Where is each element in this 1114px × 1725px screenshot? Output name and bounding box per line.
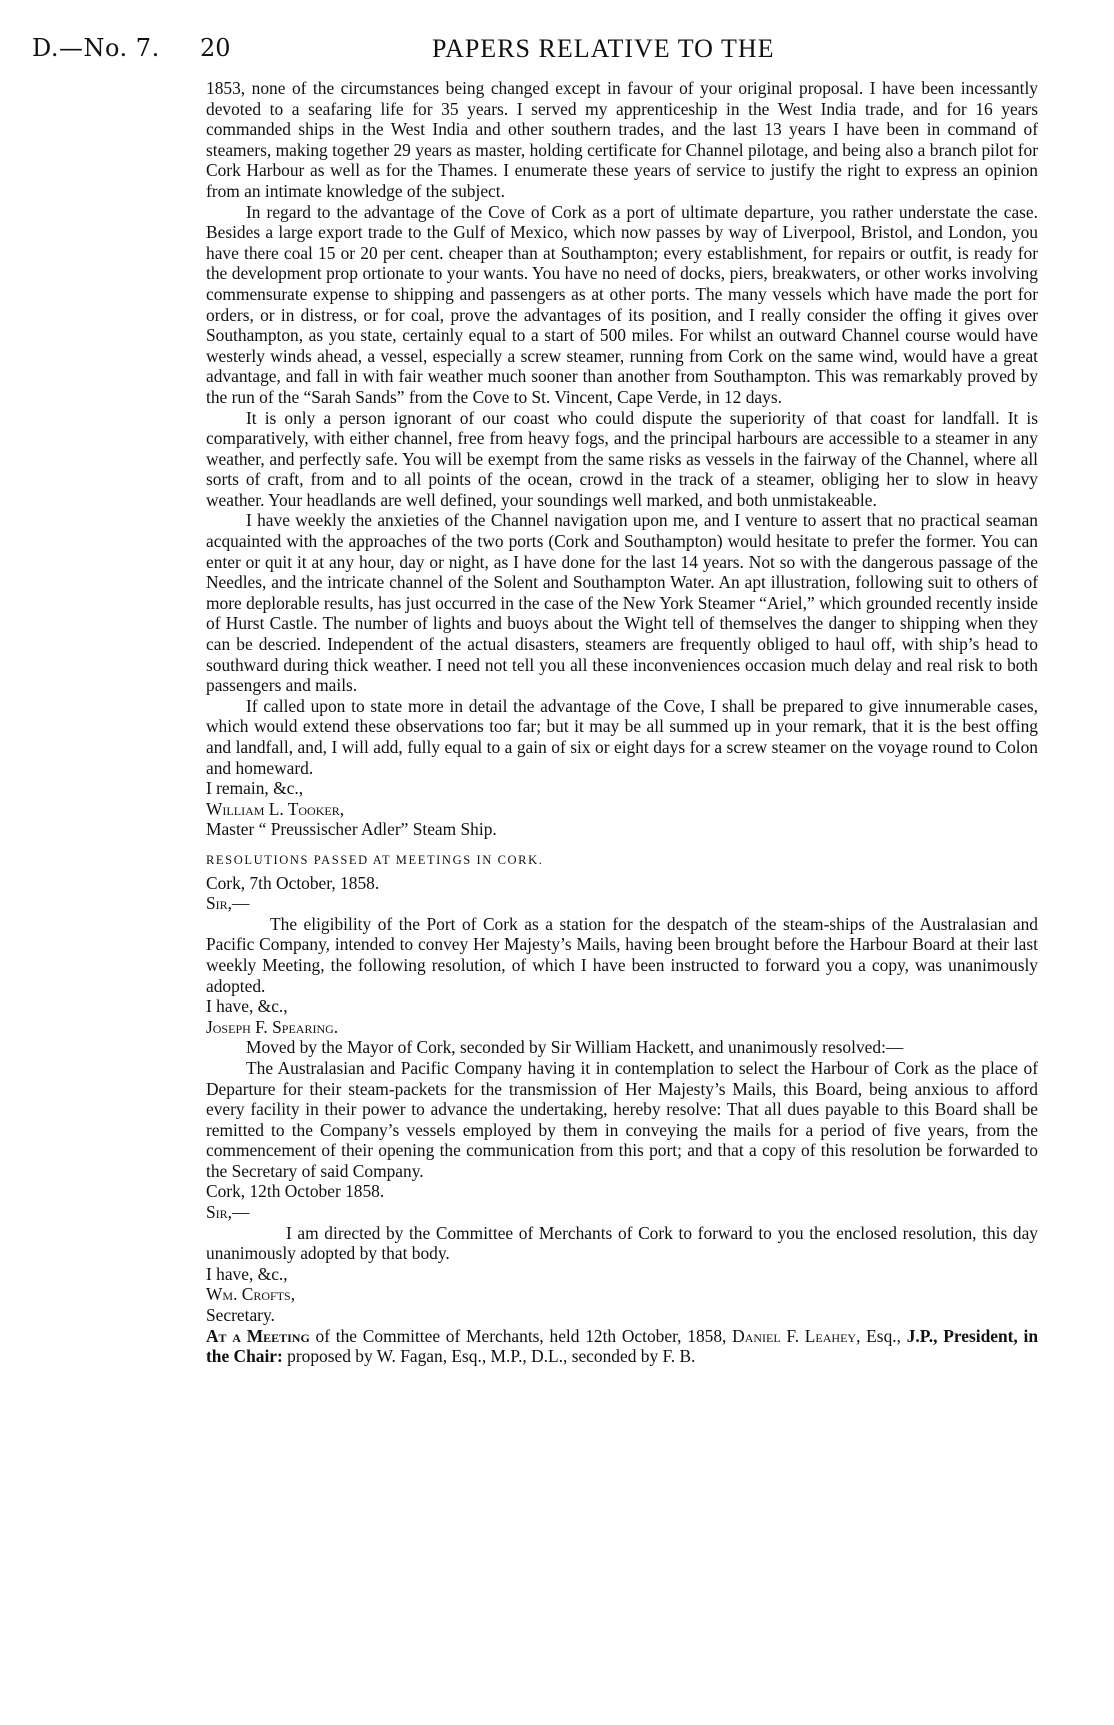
letter1-signature — [206, 1017, 1038, 1038]
letter1-closing: I have, &c., — [206, 996, 288, 1017]
tooker-closing: I remain, &c., — [206, 778, 304, 799]
meeting-text-c: proposed by W. Fagan, Esq., M.P., D.L., seconded by F. B. — [282, 1346, 696, 1367]
tooker-signature-title: Master “ Preussischer Adler” Steam Ship. — [206, 819, 497, 840]
resolution-text: The Australasian and Pacific Company having it in contemplation to select the Harbour of Cork as the place of Departure for their steam-packets for the transmission of Her Majesty’s Mails, this Board, being anxious to afford every facility in their power to advance the undertaking, hereby resolve: That all dues payable to this Board shall be remitted to the Company’s vessels employed by them in conveying the mails for a period of five years, from the commencement of their opening the communication from this port; and that a copy of this resolution be forwarded to the Secretary of said Company. — [206, 1057, 1038, 1181]
letter2-signature-name: Wm. Crofts, — [206, 1284, 296, 1305]
running-title: PAPERS RELATIVE TO THE — [432, 34, 775, 63]
tooker-paragraph-2: In regard to the advantage of the Cove of Cork as a port of ultimate departure, you rather understate the case. Besides a large export trade to the Gulf of Mexico, which now passes by way of Liverpool, Bristol, and London, you have there coal 15 or 20 per cent. cheaper than at Southampton; every establishment, for repairs or outfit, is ready for the development prop ortionate to your wants. You have no need of docks, piers, breakwaters, or other works involving commensurate expense to shipping and passengers as at other ports. The many vessels which have made the port for orders, or in distress, or for coal, prove the advantages of its position, and I really consider the offing it gives over Southampton, as you state, certainly equal to a start of 500 miles. For whilst an outward Channel course would have westerly winds ahead, a vessel, especially a screw steamer, running from Cork on the same wind, would have a great advantage, and fall in with fair weather much sooner than another from Southampton. This was remarkably proved by the run of the “Sarah Sands” from the Cove to St. Vincent, Cape Verde, in 12 days. — [206, 201, 1038, 407]
tooker-paragraph-4: I have weekly the anxieties of the Channel navigation upon me, and I venture to assert that no practical seaman acquainted with the approaches of the two ports (Cork and Southampton) would hesitate to prefer the former. You can enter or quit it at any hour, day or night, as I have done for the last 14 years. Not so with the dangerous passage of the Needles, and the intricate channel of the Solent and Southampton Water. An apt illustration, following suit to others of more deplorable results, has just occurred in the case of the New York Steamer “Ariel,” which grounded recently inside of Hurst Castle. The number of lights and buoys about the Wight tell of themselves the danger to shipping when they can be descried. Independent of the actual disasters, steamers are frequently obliged to haul off, with ship’s head to southward during thick weather. I need not tell you all these inconveniences occasion much delay and real risk to both passengers and mails. — [206, 510, 1038, 696]
letter2-signature — [206, 1284, 1038, 1305]
page-number: 20 — [200, 34, 231, 62]
meeting-chair-name: Daniel F. Leahey — [732, 1325, 857, 1346]
page-body — [206, 78, 1038, 1367]
letter1-body: The eligibility of the Port of Cork as a station for the despatch of the steam-ships of the Australasian and Pacific Company, intended to convey Her Majesty’s Mails, having been brought before the Harbour Board at their last weekly Meeting, the following resolution, of which I have been instructed to forward you a copy, was unanimously adopted. — [206, 913, 1038, 996]
letter2-body: I am directed by the Committee of Merchants of Cork to forward to you the enclosed resolution, this day unanimously adopted by that body. — [206, 1222, 1038, 1264]
letter2-signature-title: Secretary. — [206, 1305, 275, 1326]
tooker-paragraph-1: 1853, none of the circumstances being changed except in favour of your original proposal. I have been incessantly devoted to a seafaring life for 35 years. I served my apprenticeship in the West India trade, and for 16 years commanded ships in the West India and other southern trades, and the last 13 years I have been in command of steamers, making together 29 years as master, holding certificate for Channel pilotage, and being also a branch pilot for Cork Harbour as well as for the Thames. I enumerate these years of service to justify the right to express an opinion from an intimate knowledge of the subject. — [206, 78, 1038, 201]
tooker-signature-name: William L. Tooker, — [206, 798, 345, 819]
letter2-salutation: Sir,— — [206, 1202, 250, 1223]
letter2-closing: I have, &c., — [206, 1263, 288, 1284]
letter2-date: Cork, 12th October 1858. — [206, 1181, 385, 1202]
meeting-text-a: of the Committee of Merchants, held 12th October, 1858, — [309, 1325, 733, 1346]
letter1-signature-name: Joseph F. Spearing. — [206, 1016, 339, 1037]
resolution-moved: Moved by the Mayor of Cork, seconded by Sir William Hackett, and unanimously resolved:— — [246, 1037, 904, 1058]
tooker-paragraph-3: It is only a person ignorant of our coast who could dispute the superiority of that coast for landfall. It is comparatively, with either channel, free from heavy fogs, and the principal harbours are accessible to a steamer in any weather, and perfectly safe. You will be exempt from the same risks as vessels in the fairway of the Channel, where all sorts of craft, from and to all points of the ocean, crowd in the track of a steamer, obliging her to slow in heavy weather. Your headlands are well defined, your soundings well marked, and both unmistakeable. — [206, 407, 1038, 510]
letter1-salutation: Sir,— — [206, 893, 250, 914]
page-header — [0, 34, 1114, 74]
meeting-president: J.P., President, in the Chair: — [206, 1325, 1039, 1367]
meeting-lead: At a Meeting — [206, 1325, 310, 1346]
document-reference: D.—No. 7. — [32, 34, 160, 62]
resolutions-heading: RESOLUTIONS PASSED AT MEETINGS IN CORK. — [206, 852, 544, 867]
meeting-paragraph — [206, 1326, 1038, 1367]
meeting-text-b: , Esq., — [856, 1325, 907, 1346]
tooker-paragraph-5: If called upon to state more in detail the advantage of the Cove, I shall be prepared to give innumerable cases, which would extend these observations too far; but it may be all summed up in your remark, that it is the best offing and landfall, and, I will add, fully equal to a gain of six or eight days for a screw steamer on the voyage round to Colon and homeward. — [206, 695, 1038, 778]
tooker-signature — [206, 799, 1038, 820]
letter1-date: Cork, 7th October, 1858. — [206, 872, 380, 893]
